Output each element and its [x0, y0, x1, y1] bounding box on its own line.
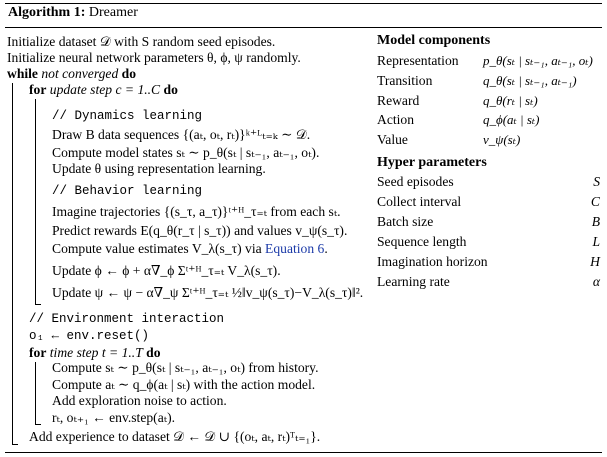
keyword-while: while [7, 66, 38, 81]
line-compute-values [52, 241, 328, 257]
model-components-heading: Model components [377, 33, 491, 48]
line-imagine: Imagine trajectories {(s_τ, a_τ)}ᵗ⁺ᴴ_τ₌ₜ from each sₜ. [52, 204, 341, 219]
line-update-theta: Update θ using representation learning. [52, 161, 266, 176]
algorithm-name: Dreamer [88, 5, 138, 20]
hyper-label: Learning rate [377, 274, 450, 289]
comment-dynamics: // Dynamics learning [52, 109, 203, 123]
line-predict: Predict rewards E(q_θ(r_τ | s_τ)) and values v_ψ(s_τ). [52, 223, 348, 238]
bottom-rule [5, 452, 602, 453]
line-update-psi: Update ψ ← ψ − α∇_ψ Σᵗ⁺ᴴ_τ₌ₜ ½‖v_ψ(s_τ)−V_λ(s_τ)‖². [52, 285, 364, 300]
keyword-for-2: for [29, 345, 47, 360]
for-time-block-bar [35, 362, 36, 424]
for-time-condition: time step t = 1..T [49, 345, 143, 360]
compute-values-text: Compute value estimates V_λ(s_τ) via [52, 241, 262, 256]
hyper-label: Batch size [377, 214, 434, 229]
line-for-update [29, 82, 178, 98]
compute-values-end: . [324, 241, 328, 256]
line-init-params: Initialize neural network parameters θ, ϕ, ψ randomly. [7, 50, 301, 65]
keyword-do-2: do [163, 82, 178, 97]
line-draw: Draw B data sequences {(aₜ, oₜ, rₜ)}ᵏ⁺ᴸₜ₌ₖ ∼ 𝒟. [52, 127, 311, 142]
component-label: Transition [377, 73, 433, 88]
while-block-bar [12, 83, 13, 444]
line-reset: o₁ ← env.reset() [29, 329, 150, 343]
hyper-label: Seed episodes [377, 174, 454, 189]
keyword-for: for [29, 82, 47, 97]
for-update-block-hook [35, 304, 41, 305]
line-compute-at: Compute aₜ ∼ q_ϕ(aₜ | sₜ) with the action model. [52, 377, 316, 392]
equation-6-link[interactable]: Equation 6 [265, 241, 325, 256]
algorithm-label: Algorithm 1: [8, 5, 86, 20]
line-compute-states: Compute model states sₜ ∼ p_θ(sₜ | sₜ₋₁, aₜ₋₁, oₜ). [52, 145, 320, 160]
component-value: p_θ(sₜ | sₜ₋₁, aₜ₋₁, oₜ) [483, 53, 593, 68]
title-rule [5, 27, 602, 28]
keyword-do-3: do [146, 345, 161, 360]
hyper-symbol: L [592, 234, 600, 249]
hyper-symbol: C [590, 194, 600, 209]
for-update-block-bar [35, 99, 36, 304]
component-value: q_θ(rₜ | sₜ) [483, 93, 538, 108]
line-compute-st: Compute sₜ ∼ p_θ(sₜ | sₜ₋₁, aₜ₋₁, oₜ) from history. [52, 360, 319, 375]
line-add-noise: Add exploration noise to action. [52, 393, 227, 408]
line-for-time [29, 345, 161, 361]
hyper-symbol: B [591, 214, 600, 229]
hyper-symbol: S [593, 174, 600, 189]
while-condition: not converged [41, 66, 119, 81]
hyper-label: Imagination horizon [377, 254, 488, 269]
for-time-block-hook [35, 424, 41, 425]
hyper-label: Collect interval [377, 194, 462, 209]
line-update-phi: Update ϕ ← ϕ + α∇_ϕ Σᵗ⁺ᴴ_τ₌ₜ V_λ(s_τ). [52, 263, 281, 278]
hyper-parameters-heading: Hyper parameters [377, 155, 487, 170]
keyword-do: do [121, 66, 137, 81]
comment-behavior: // Behavior learning [52, 184, 203, 198]
line-init-dataset: Initialize dataset 𝒟 with S random seed episodes. [7, 34, 276, 49]
algorithm-title [8, 5, 138, 21]
hyper-symbol: H [590, 254, 600, 269]
component-value: v_ψ(sₜ) [483, 132, 521, 147]
comment-env: // Environment interaction [29, 312, 225, 326]
for-update-condition: update step c = 1..C [49, 82, 161, 97]
hyper-symbol: α [592, 274, 600, 289]
component-value: q_θ(sₜ | sₜ₋₁, aₜ₋₁) [483, 73, 577, 88]
line-add-experience: Add experience to dataset 𝒟 ← 𝒟 ∪ {(oₜ, aₜ, rₜ)ᵀₜ₌₁}. [29, 429, 321, 444]
component-label: Representation [377, 53, 459, 68]
component-label: Value [377, 132, 408, 147]
hyper-label: Sequence length [377, 234, 467, 249]
line-env-step: rₜ, oₜ₊₁ ← env.step(aₜ). [52, 410, 176, 425]
component-label: Action [377, 112, 414, 127]
component-value: q_ϕ(aₜ | sₜ) [483, 112, 540, 127]
component-label: Reward [377, 93, 420, 108]
line-while [7, 66, 136, 82]
while-block-hook [12, 444, 18, 445]
